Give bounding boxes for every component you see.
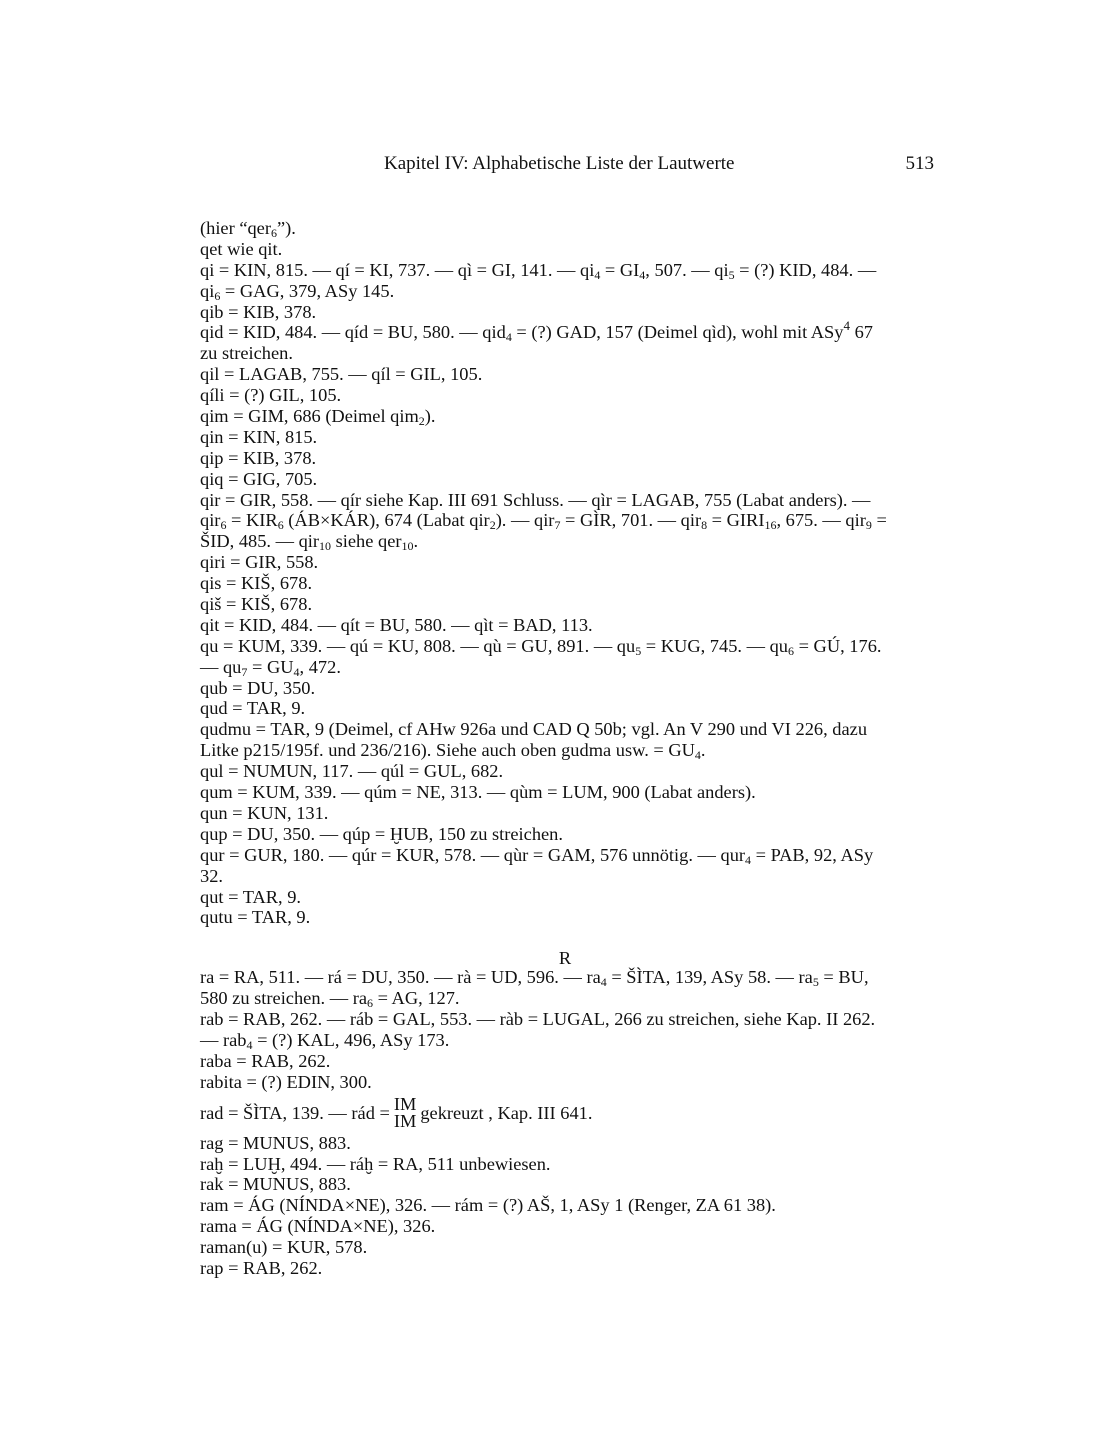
text-line: rag = MUNUS, 883. xyxy=(200,1132,351,1153)
entries-r-part2 xyxy=(200,1133,930,1279)
text-line: zu streichen. xyxy=(200,343,293,364)
text-line: qid = KID, 484. — qíd = BU, 580. — qid$_4$ = (?) GAD, 157 (Deimel qìd), wohl mit ASy$^4$ 67 xyxy=(200,318,873,345)
text-line: Litke p215/195f. und 236/216). Siehe auch oben gudma usw. = $GU_4$. xyxy=(200,740,706,763)
rad-after: gekreuzt , Kap. III 641. xyxy=(420,1102,593,1123)
text-line: qun = KUN, 131. xyxy=(200,802,329,823)
text-line: qet wie qit. xyxy=(200,238,283,259)
text-line: qur = GUR, 180. — qúr = KUR, 578. — qùr = GAM, 576 unnötig. — qur$_4$ = PAB, 92, ASy xyxy=(200,844,874,867)
text-line: qit = KID, 484. — qít = BU, 580. — qìt = BAD, 113. xyxy=(200,614,593,635)
text-line: rama = ÁG (NÍNDA×NE), 326. xyxy=(200,1216,436,1237)
text-line: qis = KIŠ, 678. xyxy=(200,573,313,594)
text-line: ŠID, 485. — qir$_{10}$ siehe qer$_{10}$. xyxy=(200,531,419,554)
text-line: qi = KIN, 815. — qí = KI, 737. — qì = GI, 141. — $qi_4 = GI_4$, 507. — $qi_5$ = (?) KID, 484. — xyxy=(200,259,877,282)
page-number: 513 xyxy=(905,153,934,174)
text-line: qud = TAR, 9. xyxy=(200,698,306,719)
text-line: $qi_6$ = GAG, 379, ASy 145. xyxy=(200,280,395,303)
text-line: rap = RAB, 262. xyxy=(200,1257,323,1278)
text-line: qum = KUM, 339. — qúm = NE, 313. — qùm = LUM, 900 (Labat anders). xyxy=(200,782,756,803)
entries-r-part1 xyxy=(200,967,930,1092)
text-line: rab = RAB, 262. — ráb = GAL, 553. — ràb = LUGAL, 266 zu streichen, siehe Kap. II 262. xyxy=(200,1009,876,1030)
text-line: qiš = KIŠ, 678. xyxy=(200,594,313,615)
text-line: raman(u) = KUR, 578. xyxy=(200,1237,368,1258)
fraction-denominator: IM xyxy=(393,1110,417,1131)
text-line: qiq = GIG, 705. xyxy=(200,468,318,489)
chapter-title: Kapitel IV: Alphabetische Liste der Lautwerte xyxy=(384,153,735,174)
text-line: raba = RAB, 262. xyxy=(200,1050,331,1071)
text-line: ram = ÁG (NÍNDA×NE), 326. — rám = (?) AŠ, 1, ASy 1 (Renger, ZA 61 38). xyxy=(200,1195,776,1216)
text-line: ra = RA, 511. — rá = DU, 350. — rà = UD, 596. — $ra_4$ = ŠÌTA, 139, ASy 58. — $ra_5$ = BU, xyxy=(200,967,869,990)
rad-before: rad = ŠÌTA, 139. — rád = xyxy=(200,1102,390,1123)
text-line: qudmu = TAR, 9 (Deimel, cf AHw 926a und CAD Q 50b; vgl. An V 290 und VI 226, dazu xyxy=(200,719,868,740)
text-line: rak = MUNUS, 883. xyxy=(200,1174,351,1195)
text-line: qir = GIR, 558. — qír siehe Kap. III 691 Schluss. — qìr = LAGAB, 755 (Labat anders). — xyxy=(200,489,871,510)
text-line: qíli = (?) GIL, 105. xyxy=(200,385,342,406)
text-line: qim = GIM, 686 (Deimel qim$_2$). xyxy=(200,406,436,429)
entry-rad xyxy=(200,1093,930,1133)
text-line: qib = KIB, 378. xyxy=(200,301,317,322)
text-line: 580 zu streichen. — $ra_6$ = AG, 127. xyxy=(200,988,460,1011)
entries-q xyxy=(200,218,930,928)
running-header xyxy=(198,153,936,179)
text-line: qiri = GIR, 558. xyxy=(200,552,319,573)
text-line: qil = LAGAB, 755. — qíl = GIL, 105. xyxy=(200,364,483,385)
text-line: qub = DU, 350. xyxy=(200,677,316,698)
text-line: qip = KIB, 378. xyxy=(200,447,317,468)
sign-value-list xyxy=(200,218,930,1279)
text-line: qutu = TAR, 9. xyxy=(200,907,311,928)
text-line: (hier “qer$_6$”). xyxy=(200,218,296,240)
text-line: — rab$_4$ = (?) KAL, 496, ASy 173. xyxy=(200,1029,450,1052)
text-line: $qir_6 = KIR_6$ (ÁB×KÁR), 674 (Labat qir$_2$). — qir$_7$ = GÌR, 701. — $qir_8 = GIRI_{16}$, 675. — qir$_9$ = xyxy=(200,510,887,533)
text-line: qu = KUM, 339. — qú = KU, 808. — qù = GU, 891. — $qu_5$ = KUG, 745. — $qu_6$ = GÚ, 176. xyxy=(200,635,882,658)
text-line: qul = NUMUN, 117. — qúl = GUL, 682. xyxy=(200,761,504,782)
fraction-numerator: IM xyxy=(393,1093,417,1114)
text-line: qut = TAR, 9. xyxy=(200,886,302,907)
section-letter-r: R xyxy=(558,948,572,969)
text-line: rabita = (?) EDIN, 300. xyxy=(200,1071,372,1092)
crossed-im-fraction xyxy=(393,1093,417,1131)
text-line: raḫ = LUḪ, 494. — ráḫ = RA, 511 unbewiesen. xyxy=(200,1153,551,1174)
text-line: qup = DU, 350. — qúp = ḪUB, 150 zu streichen. xyxy=(200,823,563,844)
text-line: — $qu_7 = GU_4$, 472. xyxy=(200,656,341,679)
text-line: qin = KIN, 815. xyxy=(200,426,318,447)
text-line: 32. xyxy=(200,865,223,886)
